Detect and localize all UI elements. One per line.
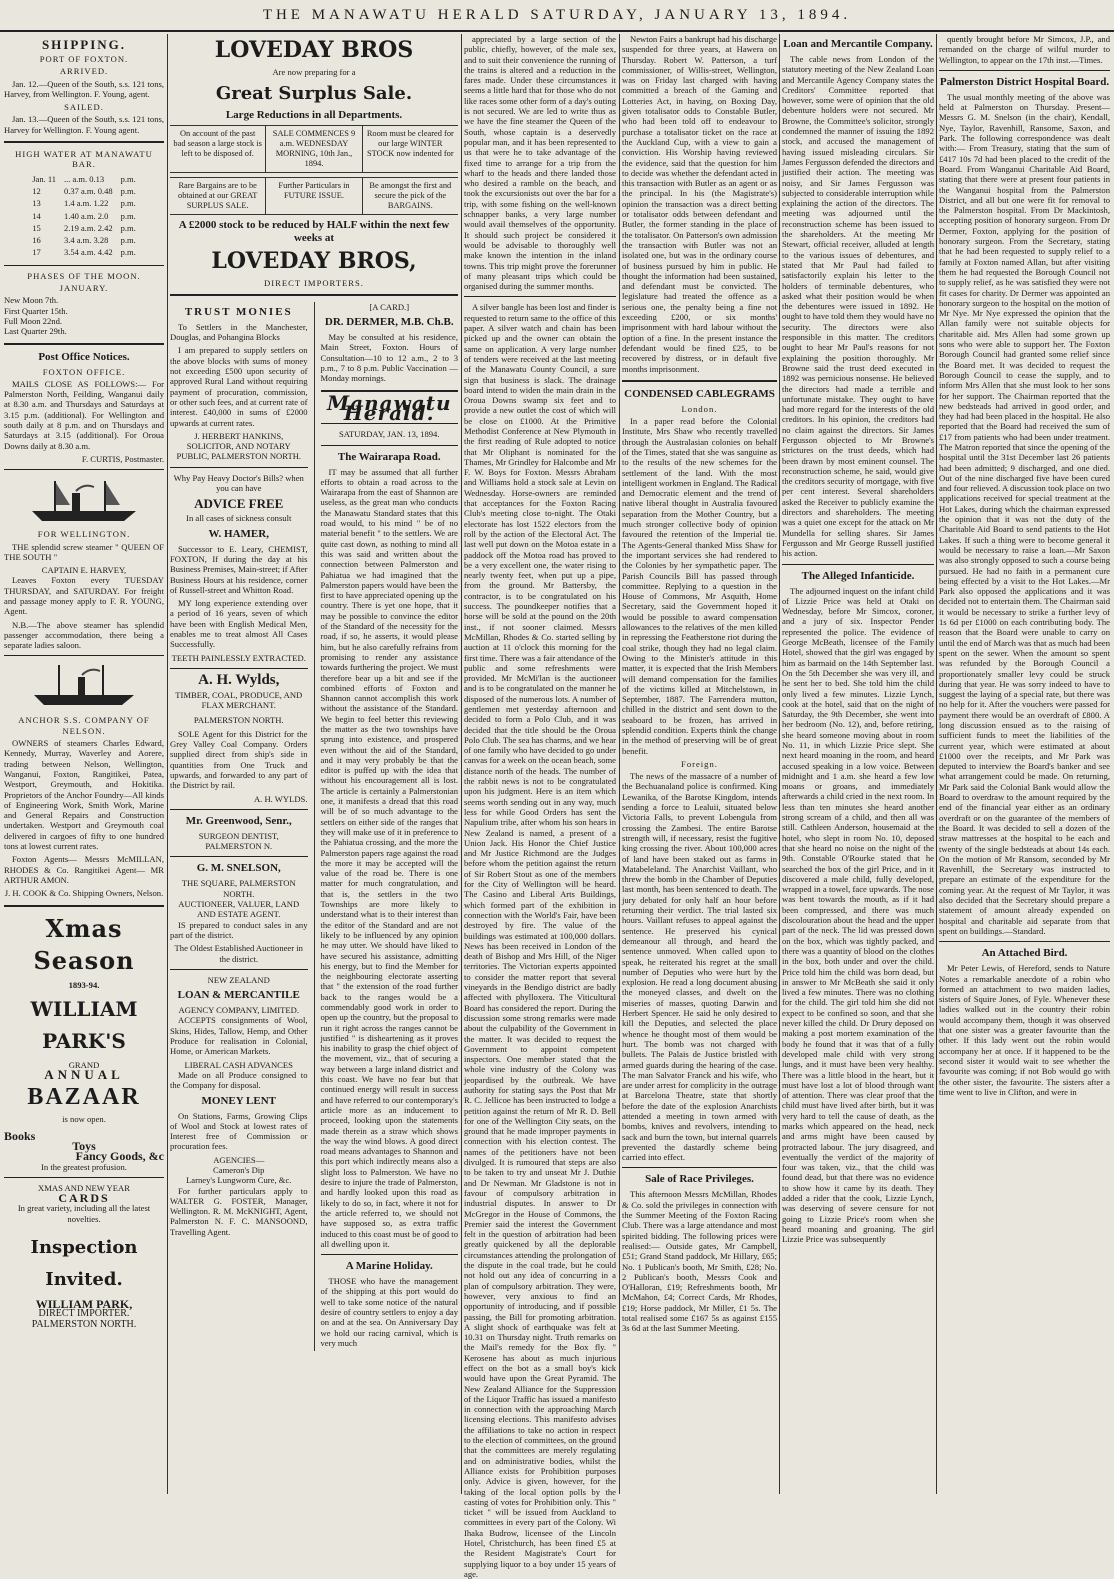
divider bbox=[4, 141, 164, 143]
post-office-text: MAILS CLOSE AS FOLLOWS:— For Palmerston North, Feilding, Wanganui daily at 8.30 a.m. and Thursdays and Saturdays at 3.15 p.m. (additional). For Wellington and south daily at 8 p.m. and on Thursdays and Saturdays at 3.15 (additional). For Oroua Downs daily at 8.30 a.m. bbox=[4, 378, 164, 451]
william-park-sign: WILLIAM PARK, bbox=[35, 1297, 133, 1312]
xmas-heading: Xmas Season bbox=[33, 913, 135, 975]
divider bbox=[321, 1254, 459, 1255]
stock-notice: A £2000 stock to be reduced by HALF within the next few weeks at bbox=[178, 218, 450, 244]
sale-box-cell: Rare Bargains are to be obtained at our GREAT SURPLUS SALE. bbox=[178, 180, 258, 210]
divider bbox=[170, 809, 308, 810]
divider bbox=[782, 564, 934, 565]
snelson-heading: G. M. SNELSON, bbox=[196, 862, 281, 875]
race-privileges-heading: Sale of Race Privileges. bbox=[645, 1173, 754, 1186]
column-3 bbox=[464, 34, 616, 1579]
shipping-heading: SHIPPING. bbox=[41, 37, 127, 52]
court-report: Newton Fairs a bankrupt had his discharge suspended for three years, at Hawera on Thursday. Robert W. Patterson, a turf commissioner, of Willis-street, Wellington, was on Friday last charged with having committed a breach of the Gaming and Lotteries Act, in having, on Boxing Day, given totalisator odds to Constable Butler, who had been told off to endeavour to purchase a totalisator ticket on the race at the Auckland Cup, with a view to gain a conviction. His Worship having reviewed the evidence, said that the question for him to decide was whether the defendant acted in this transaction with Butler as an agent or as the principal. In his (the Magistrate's) opinion the transaction was a direct betting or totalisator odds between defendant and Butler, the former standing in the place of the totalisator. On Patterson's own admission the transaction with Butler was not an isolated one, but was in the ordinary course of business pursued by him in public. He thought the information had been sustained, and defendant must be convicted. The legislature had treated the offence as a serious one, the penalty being a fine not exceeding £200, or six months' imprisonment with hard labour without the option of a fine. In the present instance the defendant would be fined £25, to be recovered by distress, or in default five months imprisonment. bbox=[622, 34, 777, 374]
moon-phase: New Moon 7th. bbox=[4, 295, 59, 306]
sale-box-cell: Room must be cleared for our large WINTER STOCK now indented for bbox=[362, 126, 458, 172]
divider bbox=[321, 445, 459, 446]
moon-phase: Last Quarter 29th. bbox=[4, 326, 67, 337]
wylds-heading: A. H. Wylds, bbox=[198, 671, 280, 688]
divider bbox=[170, 969, 308, 970]
bazaar-open: is now open. bbox=[62, 1114, 106, 1125]
toys-label: Toys bbox=[72, 1139, 96, 1153]
masthead: THE MANAWATU HERALD SATURDAY, JANUARY 13, 1894. bbox=[0, 0, 1114, 32]
local-news-items: A silver bangle has been lost and finder is requested to return same to the office of this paper. A silver watch and chain has been picked up and the owner can obtain the same on application. A very large number of tenders were received at the last meeting of the Manawatu County Council, a sure sign that business is slack. The drainage board intend to widen the main drain in the Oroua Downs swamp six feet and to provide a new outlet the cost of which will be close on £1000. At the Primitive Methodist Conference at New Plymouth in the first reading of Rule adopted to notice that Mr Oliphant is nominated for the Thames, Mr Grindley for Halcombe and Mr F. W. Boys for Foxton. Messrs Abraham and Williams hold a stock sale at Levin on Wednesday. Horse-owners are reminded that acceptances for the Foxton Racing Club's meeting close to-night. The Otaki electorate has lost 1522 electors from the roll by the action of the Electoral Act. The last well put down on the Motoa estate in a paddock off the Motoa road has proved to be a very excellent one, the water rising to nearly twenty feet, when put up a pipe, from the ground. Mr Battersby, the contractor, is to be congratulated on his success. The poundkeeper notifies that a horse will be sold at the pound on the 20th inst., if not sooner claimed. Messrs McMillan, Rhodes & Co. started selling by auction at 11 o'clock this morning for the first time. There was a fair attendance of the public and some refreshments were provided. Mr McMi'lan is the auctioneer and is to be congratulated on the manner he disposed of the numerous lots. A number of gentlemen met yesterday afternoon and decided to form a Polo Club, and it was decided that the title should be the Oroua Polo Club. The sea has charms, and we hear of one family who have decided to go under canvas for a week on the ocean beach, some distance north of the heads. The number of the rabbit news is not to be congratulated upon his judgment. Here is an item which seems worth sending out in any way, much less for while Good Orders has sent the Napulium tribe, after whom his son hears in New Zealand is named, a present of a Union Jack. His Honor the Chief Justice and Mr Justice Richmond are the Judges before whom the petition against the return of Sir Robert Stout as one of the members for the City of Wellington will be heard. The Casino and Liberal Arts Buildings, which formed part of the exhibition in connection with the World's Fair, have been destroyed by fire. The value of the buildings was estimated at 100,000 dollars. News has been received in London of the death of Bishop and Mrs Hill, of the Niger territories. The Victorian experts appointed to consider the matter report that several vineyards in the Bendigo district are badly affected with phylloxera. The Viticultural Board has considered the report. During the discussion some strong remarks were made about the culpability of the Government in the matter. It was decided to request the Government to appoint competent inspectors. One member stated that the whole vine industry of the Colony was jeopardised by the outbreak. We have authority for stating says the Post that Mr R. C. Jellicoe has been instructed to lodge a petition against the return of Mr R. D. Bell for one of the Wellington City seats, on the ground that he made improper payments in connection with his election contest. The names of the petitioners have not been divulged. It is rumoured that steps are also to be taken to try and unseat Mr J. Duthie and Dr Newman. Mr Gladstone is not in favour of compulsory arbitration in industrial disputes. In answer to Dr McGregor in the House of Commons, the Premier said the interest the Government felt in the question of arbitration had been greatly quickened by all the deplorable circumstances attending the prolongation of the dispute in the coal trade, but he could not hold out any idea of concurring in a plan of compulsory arbitration. They were, however, very anxious to find an opportunity of introducing, and if possible passing, the Bill for promoting arbitration. A slight shock of earthquake was felt at 10.31 on Thursday night. Truth remarks on the Mail's remedy for the Box fly. " Kerosene has about as much injurious effect on the bot as a small boy's kick would have upon the Great Pyramid. The New Zealand Alliance for the Suppression of the Liquor Traffic has issued a manifesto in connection with the approaching March licensing elections. This manifesto advises the affiliations to take no action in respect to the election of committees, on the ground that the committees are merely regulating and on administrative bodies, whilst the Alliance exists for Prohibition purposes only. Advice is given, however, for the taking of the local option polls by the casting of votes for Prohibition only. This " ticket " will be issued from Auckland to committees in every part of the Colony. Wi Ihaka Budrow, licensee of the Lincoln Hotel, Christchurch, has been fined £5 at the Resident Magistrate's Court for supplying liquor to a boy under 15 years of age. bbox=[464, 302, 616, 1579]
divider bbox=[4, 905, 164, 907]
tide-heading: HIGH WATER AT MANAWATU BAR. bbox=[15, 149, 153, 170]
column-2 bbox=[170, 34, 458, 1494]
steamship-icon bbox=[24, 661, 144, 711]
moon-phase: Full Moon 22nd. bbox=[4, 315, 63, 326]
divider bbox=[4, 265, 164, 266]
liberal-heading: LIBERAL CASH ADVANCES bbox=[184, 1059, 293, 1070]
sickness-text: In all cases of sickness consult bbox=[186, 513, 292, 524]
foxton-office: FOXTON OFFICE. bbox=[42, 366, 126, 377]
divider bbox=[170, 294, 458, 296]
experience-text: MY long experience extending over a period of 16 years, seven of which have been with English Medical Men, enables me to treat almost All Cases Successfully. bbox=[170, 598, 308, 650]
divider bbox=[939, 941, 1110, 942]
issue-date: SATURDAY, JAN. 13, 1894. bbox=[338, 429, 440, 440]
hospital-heading: Palmerston District Hospital Board. bbox=[939, 75, 1110, 88]
holiday-article: THOSE who have the management of the shipping at this port would do well to take some notice of the natural desire of country settlers to enjoy a day on and at the sea. On Anniversary Day we hold our racing carnival, which is very much bbox=[320, 1276, 458, 1348]
money-text: On Stations, Farms, Growing Clips of Wool and Stock at lowest rates of Interest free of Commission or procuration fees. bbox=[170, 1110, 308, 1152]
tide-row: 14 1.40 a.m. 2.0 p.m. bbox=[32, 210, 136, 221]
column-rule bbox=[936, 34, 937, 1494]
palmerston-n: PALMERSTON N. bbox=[205, 841, 273, 852]
wylds-sign: A. H. WYLDS. bbox=[253, 793, 308, 804]
moon-heading: PHASES OF THE MOON. bbox=[27, 270, 141, 281]
william-park-heading: WILLIAM PARK'S bbox=[30, 996, 138, 1053]
postmaster: F. CURTIS, Postmaster. bbox=[81, 453, 164, 464]
infanticide-text: The adjourned inquest on the infant child of Lizzie Price was held at Otaki on Wednesday, before Mr Simcox, coroner, and a jury of six. Inspector Pender represented the police. The evidence of George McBeath, licensee of the Family Hotel, showed that the girl was engaged by him as barmaid on the 14th September last. On the 5th December she was very ill, and he sent her to bed. She told him the child only lived a few minutes. Lizzie Lynch, cook at the hotel, said that on the night of Saturday, the 9th December, she went into her bedroom (No. 12), and, before retiring, she heard someone moving about in room No. 11, in which Lizzie Price slept. She next heard moaning in the room, and heard accused speaking in a low voice. Between midnight and 1 a.m. she heard a few low moans or groans, and immediately afterwards a child cried in the next room. In less than ten minutes she heard another strong scream of a child, and then all was still. Cathleen Anderson, housemaid at the hotel, who slept in room No. 10, deposed that she heard no noise on the night of the 9th. Constable O'Rourke stated that he searched the box of the girl Price, and in it discovered a male child, fully developed, wrapped in a towel, face upwards. The nose was bent towards the mouth, as if it had been compressed, and there was much discolouration about the head and the upper part of the neck. The lid was pressed down on the box, which was tightly packed, and there was a quantity of blood on the clothes in the box, both under and over the child. Price told him the child was born dead, but in answer to Mr McBeath she said it only lived a few minutes. There was no clothing for the child. The girl told him she did not expect to be confined so soon, and that she never killed the child. Dr Drury deposed on making a post mortem examination of the body he found that it was that of a fully developed male child with very strong lungs, and it must have been very healthy. There was a little blood in the heart, but it must have lost a lot of blood through want of attention. There was clear proof that the child must have lived after birth, but it was very hard to tell the cause of death, as the marks which appeared on the head, neck and arms might have been caused by protracted labour. The jury disagreed, and eventually the verdict of the majority of four was taken, viz., that the child was found dead, but that there was no evidence to show how it came by its death. They added a rider that the cook, Lizzie Lynch, was deserving of severe censure for not going to Lizzie Price's room when she heard moaning and groaning. The girl Lizzie Price was subsequently bbox=[782, 585, 934, 1245]
tide-row: 16 3.4 a.m. 3.28 p.m. bbox=[32, 235, 136, 246]
loveday-heading: LOVEDAY BROS bbox=[214, 37, 414, 63]
card-label: [A CARD.] bbox=[369, 301, 410, 312]
divider bbox=[622, 1167, 777, 1168]
palmerston-north: PALMERSTON NORTH. bbox=[193, 714, 284, 725]
trust-text: I am prepared to supply settlers on the above blocks with sums of money not exceeding £500 upon security of approved Rural Land without requiring payment of procuration, commission, or other such fees, and at current rate of interest. £40,000 in sums of £2000 upwards at current rates. bbox=[170, 345, 308, 428]
books-label: Books bbox=[4, 1128, 36, 1143]
tide-row: 12 0.37 a.m. 0.48 p.m. bbox=[32, 185, 136, 196]
dentist-label: SURGEON DENTIST, bbox=[198, 830, 279, 841]
loan-company-heading: Loan and Mercantile Company. bbox=[783, 38, 933, 50]
steamer-text: Leaves Foxton every TUESDAY THURSDAY, and SATURDAY. For freight and passage money apply to F. R. YOUNG, Agent. bbox=[4, 575, 164, 617]
hamer-heading: W. HAMER, bbox=[208, 527, 269, 540]
hankins: J. HERBERT HANKINS, SOLICITOR, AND NOTARY PUBLIC, PALMERSTON NORTH. bbox=[176, 430, 302, 462]
dermer-heading: DR. DERMER, M.B. Ch.B. bbox=[324, 316, 454, 329]
variety-text: In great variety, including all the latest novelties. bbox=[17, 1203, 151, 1224]
loan-heading: LOAN & MERCANTILE bbox=[177, 989, 300, 1002]
infanticide-heading: The Alleged Infanticide. bbox=[801, 569, 915, 582]
sale-box-cell: On account of the past bad season a large stock is left to be disposed of. bbox=[173, 128, 262, 158]
bird-text: Mr Peter Lewis, of Hereford, sends to Nature Notes a remarkable anecdote of a robin who formed an attachment to two maiden ladies, sisters of Squire Jones, of Fyle. Whenever these ladies walked out in the country their robin would accompany them, though it was observed that one sister was a greater favourite than the other. If this lady went out the robin would accompany her at once. If it happened to be the second sister it would wait to see whether the favourite was coming; if not Bob would go with the other sister, the favourite. The sisters after a time went to live in Clifton, and were in bbox=[939, 963, 1110, 1097]
snelson-address: THE SQUARE, PALMERSTON NORTH. bbox=[181, 878, 296, 899]
newspaper-flag: Manawatu Herald. bbox=[326, 390, 452, 425]
liberal-text: Made on all Produce consigned to the Company for disposal. bbox=[170, 1069, 308, 1091]
agencies-label: AGENCIES— bbox=[213, 1154, 265, 1165]
holiday-heading: A Marine Holiday. bbox=[345, 1260, 433, 1273]
accepts-text: ACCEPTS consignments of Wool, Skins, Hides, Tallow, Hemp, and Other Produce for realisation in Colonial, Home, or American Markets. bbox=[170, 1015, 308, 1057]
post-office-heading: Post Office Notices. bbox=[38, 350, 130, 363]
agency-label: AGENCY COMPANY, LIMITED. bbox=[178, 1005, 299, 1016]
moon-month: JANUARY. bbox=[59, 283, 109, 294]
arrived-heading: ARRIVED. bbox=[59, 66, 109, 77]
anchor-text: OWNERS of steamers Charles Edward, Kennedy, Murray, Waverley and Aorere, trading between Nelson, Wellington, Wanganui, Foxton, Rangitikei, Patea, Westport, Greymouth, and Hokitika. Proprietors of the Anchor Foundry—All kinds of Engineering Work, Smith Work, Marine and General Repairs and Construction undertaken. Westport and Greymouth coal delivered in cargoes of fifty to one hundred tons at lowest current rates. bbox=[4, 738, 164, 852]
anchor-heading: ANCHOR S.S. COMPANY OF NELSON. bbox=[18, 715, 150, 736]
cards-label: CARDS bbox=[58, 1191, 110, 1206]
arrived-text: Jan. 12.—Queen of the South, s.s. 121 tons, Harvey, from Wellington. F. Young, agent. bbox=[4, 78, 164, 99]
reductions-text: Large Reductions in all Departments. bbox=[225, 109, 403, 122]
sale-box bbox=[170, 125, 458, 173]
nz-label: NEW ZEALAND bbox=[207, 974, 270, 985]
tide-row: Jan. 11 ... a.m. 0.13 p.m. bbox=[32, 173, 136, 184]
bird-heading: An Attached Bird. bbox=[981, 947, 1068, 960]
subcolumn-right bbox=[314, 302, 459, 1351]
palmerston-label: PALMERSTON NORTH. bbox=[31, 1318, 137, 1330]
inspection-heading: Inspection Invited. bbox=[30, 1237, 138, 1291]
surplus-heading: Great Surplus Sale. bbox=[215, 83, 413, 105]
road-article: IT may be assumed that all further efforts to obtain a road across to the Wairarapa from the east of Shannon are useless, as the great man who conducts the Manawatu Standard states that this road would, to his mind " be of no material benefit " to the settlers. We are quite cast down, as nothing to mind all this was said and written about the connection between Palmerston and Pahiatua we had imagined that the Palmerston papers would have been the first to have appreciated opening up the country. There is yet one hope, that it may be possible to convince the editor of the Standard of the necessity for the road, if so, he asserts, it would please him, but he also carefully refrains from promising to render any assistance towards furthering the project. We must therefore bear up a bit and see if the combined efforts of Foxton and Shannon cannot accomplish this work without the assistance of the Standard. We begin to feel better this reviewing the matter as the two townships have sprung into existence, and prospered even without the aid of the Standard, and it may very probably be that the editor is puffed up with the idea that without his encouragement all is lost. The article is certainly a Palmerstonian one, it manifests a dread that this road will be of so much advantage to the settlers on either side of the ranges that they will make use of it in preference to the Pahiatua crossing, and the more the Palmerston papers rage against the road the more it may be accepted will the value of the road be. There is one matter for much congratulation, and that is, the settlers in the two Townships are more likely to understand what is to their interest than the editor of the Standard and are not likely to be influenced by any opinion he may utter. We should have liked to have secured his assistance, admitting his energy, but to find the Member for the neighbouring electorate asserting that " the extension of the road further back to the ranges would be a commendably good work in order to open up the country, but the proposal to run it right across the ranges cannot be justified " is disheartening as it proves his inability to grasp the chief object of the movement, viz., that of securing a way between a large inland district and this coast. We have no fear but that continued energy will result in success and have referred to our contemporary's article more as an inducement to proceed, looking upon the statements made therein as a straw which shows the way the wind blows. A good direct road means advantages to Shannon and this port which indirectly means also a slight loss to Palmerston. We have no desire to injure the trade of Palmerston, and hardly looked upon this road as likely to do so, in fact, where it not for the article referred to, we should not have supposed so, as extra traffic induced to this coast must be of good to all dwelling upon it. bbox=[320, 466, 458, 1249]
oldest-auctioneer: The Oldest Established Auctioneer in the district. bbox=[174, 943, 303, 964]
direct-importers: DIRECT IMPORTERS. bbox=[264, 277, 364, 288]
xmas-cards-heading: XMAS AND NEW YEAR bbox=[38, 1182, 130, 1193]
london-text: In a paper read before the Colonial Institute, Mrs Shaw who recently travelled through the Australasian colonies on behalf of the Times, stated that she was sanguine as to the results of the new schemes for the settlement of the land. With the most intelligent workmen in England. The Radical and Democratic element and the trend of native liberal thought in Australia favoured separation from the Mother Country, but a much stronger collective body of opinion favoured the retention of the Imperial tie. The Agents-General thanked Miss Shaw for the important services she had rendered to the Colonies by her sympathetic paper. The Parish Councils Bill has passed through committee. Replying to a question in the House of Commons, Mr Asquith, Home Secretary, said the Government hoped it would be possible to award compensation allowances to the relatives of the men killed in repressing the Featherstone riot during the coal strike, though they had no legal claim. Owing to the Minister's attitude in this matter, it is expected that the Irish Members will demand compensation for the families of the victims killed at Mitchelstown, in September, 1887. The Farrendera mutton, chilled in the district and sent down to the seaboard to be frozen, has arrived in splendid condition. Experts think the change in the method of preserving will be of great benefit. bbox=[622, 416, 777, 756]
divider bbox=[4, 343, 164, 345]
subcolumn-left bbox=[170, 302, 308, 1351]
sale-box-cell: Be amongst the first and secure the pick of the BARGAINS. bbox=[362, 178, 458, 214]
profusion-text: In the greatest profusion. bbox=[41, 1161, 127, 1172]
divider bbox=[464, 296, 616, 297]
holiday-continued: appreciated by a large section of the public, chiefly, however, of the male sex, and to suit their convenience the running of the trains is altered and a reduction in the fares made. Under these circumstances it seems a little hard that for those who do not like races some other form of a day's outing is not secured. We are led to write thus as we have the fine steamer the Queen of the South, whose captain is a deservedly popular man, and it has been represented to us that were he to take advantage of the fixed time to arrange for a trip from the wharf to the heads and there landed those who desired a ramble on the beach, and took the excursionists out over the bar for a trip, with some fishing on the well-known schnapper banks, a very large number would avail themselves of the opportunity. It should such project be considered it would be advisable to thoroughly well make known the intention in the inland towns. This trip might prove the forerunner of many pleasant trips which could be organised during the summer months. bbox=[464, 34, 616, 292]
divider bbox=[939, 70, 1110, 71]
hamer-text: Successor to E. Leary, CHEMIST, FOXTON, If during the day at his Business Premises, Main-street; if After Business Hours at his residence, corner of Russell-street and Whitton Road. bbox=[170, 543, 308, 595]
steamer-note: N.B.—The above steamer has splendid passenger accommodation, there being a separate ladies saloon. bbox=[4, 619, 164, 651]
preparing-text: Are now preparing for a bbox=[272, 67, 356, 77]
sale-box-cell: SALE COMMENCES 9 a.m. WEDNESDAY MORNING, 10th Jan., 1894. bbox=[265, 126, 361, 172]
for-wellington: FOR WELLINGTON. bbox=[37, 529, 131, 540]
road-heading: The Wairarapa Road. bbox=[337, 450, 441, 463]
dermer-text: May be consulted at his residence, Main Street, Foxton. Hours of Consultation—10 to 12 a.m., 2 to 3 p.m., 7 to 8 p.m. Public Vaccination — Monday mornings. bbox=[320, 332, 458, 384]
moon-phase: First Quarter 15th. bbox=[4, 305, 68, 316]
divider bbox=[170, 467, 308, 468]
column-rule bbox=[461, 34, 462, 1494]
column-6 bbox=[939, 34, 1110, 1494]
bazaar-heading: BAZAAR bbox=[27, 1084, 141, 1111]
column-rule bbox=[167, 34, 168, 1494]
sailed-heading: SAILED. bbox=[64, 102, 104, 113]
column-4 bbox=[622, 34, 777, 1494]
captain: CAPTAIN E. HARVEY, bbox=[41, 565, 127, 576]
column-rule bbox=[619, 34, 620, 1494]
steamship-icon bbox=[24, 475, 144, 525]
fancy-goods-label: Fancy Goods, &c bbox=[75, 1149, 164, 1164]
divider bbox=[4, 655, 164, 656]
annual-label: ANNUAL bbox=[44, 1067, 124, 1083]
column-rule bbox=[779, 34, 780, 1494]
race-privileges-text: This afternoon Messrs McMillan, Rhodes & Co. sold the privileges in connection with the Summer Meeting of the Foxton Racing Club. There was a large attendance and most spirited bidding. The following prices were realised:— Outside gates, Mr Campbell, £51; Grand Stand paddock, Mr Hillary, £65; No. 1 Publican's booth, Mr Smith, £28; No. 2 Publican's booth, Messrs Cook and O'Halloran, £19; Refreshments booth, Mr McMahon, £4; Correct Cards, Mr Rhodes, £19; Horse paddock, Mr Miller, £1 5s. The total realised some £167 5s as against £155 3s 6d at the last Summer Meeting. bbox=[622, 1189, 777, 1334]
tide-row: 15 2.19 a.m. 2.42 p.m. bbox=[32, 222, 136, 233]
foreign-heading: Foreign. bbox=[681, 758, 718, 769]
sale-box bbox=[170, 177, 458, 215]
why-pay: Why Pay Heavy Doctor's Bills? when you can have bbox=[173, 472, 304, 494]
sale-box-cell: Further Particulars in FUTURE ISSUE. bbox=[265, 178, 361, 214]
london-heading: London. bbox=[681, 403, 718, 414]
port-heading: PORT OF FOXTON. bbox=[39, 54, 129, 64]
trust-heading: TRUST MONIES bbox=[184, 305, 293, 318]
tide-row: 17 3.54 a.m. 4.42 p.m. bbox=[32, 247, 136, 258]
tide-table bbox=[27, 172, 141, 260]
infanticide-continued: quently brought before Mr Simcox, J.P., and remanded on the charge of wilful murder to Wellington, to appear on the 17th inst.—Times. bbox=[939, 34, 1110, 65]
foreign-text: The news of the massacre of a number of the Bechuanaland police is confirmed. King Lewanika, of the Barotse Kingdom, intends sending a force to Lealuii, situated below Victoria Falls, to prevent Lobengula from crossing the Zambesi. The entire Barotse strength will, if necessary, resist the fugitive king crossing the river. About 100,000 acres of land have been staked out as farms in Matabeleland. The Anarchist Vaillant, who threw the bomb in the Chamber of Deputies last month, has been sentenced to death. The jury debated for only half an hour before returning their verdict. The trial lasted six hours. Vaillant refuses to appeal against the sentence. He preserved his cynical demeanour all through, and heard the sentence unmoved. When called upon to speak, he reiterated his regret at the small number of Deputies who were hurt by the explosion. He read a long document abusing the moneyed classes, and dwelt on the miseries of masses, quoting Darwin and Herbert Spencer. He said he only desired to kill the Deputies, and selected the place whence he thought most of them would be hurt. The bomb was not charged with bullets. The Palais de Justice bristled with armed guards during the hearing of the case. The man Salvator Franck and his wife, who are under arrest for complicity in the outrage at Barcelona Theatre, state that shortly before the date of the explosion Anarchists attended a meeting in town armed with bombs, knives and revolvers, intending to sack and burn the town, but internal quarrels prevented the dastardly scheme being carried into effect. bbox=[622, 771, 777, 1163]
divider bbox=[170, 668, 308, 669]
sole-agent-text: SOLE Agent for this District for the Grey Valley Coal Company. Orders supplied direct from ship's side in quantities from One Truck and upwards, and forwarded to any part of the District by rail. bbox=[170, 728, 308, 791]
steamer-title: THE splendid screw steamer " QUEEN OF THE SOUTH " bbox=[4, 541, 164, 562]
divider bbox=[170, 856, 308, 857]
further-text: For further particulars apply to WALTER G. FOSTER, Manager, Wellington. R. M. McKNIGHT, Agent, Palmerston N. F. C. MANSOOND, Travelling Agent. bbox=[170, 1185, 308, 1237]
greenwood-heading: Mr. Greenwood, Senr., bbox=[185, 814, 292, 827]
snelson-text: IS prepared to conduct sales in any part of the district. bbox=[170, 919, 308, 940]
divider bbox=[4, 469, 164, 470]
teeth-text: TEETH PAINLESSLY EXTRACTED. bbox=[171, 652, 306, 663]
hospital-text: The usual monthly meeting of the above was held at Palmerston on Thursday. Present—Messrs G. M. Snelson (in the chair), Kendall, Nye, Taylor, Ravenhill, Ransome, Saxon, and Park. The following correspondence was dealt with:— From Treasury, stating that the sum of £417 10s 7d had been placed to the credit of the Board. From Wanganui Charitable Aid Board, stating that there were at present four patients in the Wanganui hospital from the Palmerston District, and all but one were fit for removal to the Palmerston hospital. From Dr Mackintosh, accepting position of honorary surgeon. From Dr Dermer, Foxton, applying for the position of honorary surgeon. From the Secretary, stating that he had been requested to supply relief to a family at Foxton named Allan, but after visiting them he had requested the Borough Council not to supply relief, as he was satisfied they were not fit cases for charity. Dr Dermer was appointed an honorary surgeon to the hospital on the motion of Mr Nye. Mr Nye expressed the opinion that the Allan family were not suitable objects for charitable aid. Mrs Allen had some grown up sons who were able to support her. The Foxton Borough Council had granted some relief since the Board met. It was decided to request the Borough Council to cease the supply, and to inform Mrs Allen that she must look to her sons for her support. The Chairman reported that the new bedsteads had arrived in good order, and they had had been placed in the hospital. He also reported that the Board had received the sum of £17 from patients who had been under treatment. The Matron reported that since the opening of the hospital until the 31st December last 26 patients had been admitted; 9 discharged, and one died. Out of the nine discharged five have been cured and four relieved. A discussion took place on two applications received for special treatment at the Hot Lakes, during which the chairman expressed the opinion that it was not the duty of the Charitable Aid Board to send patients to the Hot Lakes. If such a thing were to become general it would be necessary to raise a loan.—Mr Saxon was also strongly opposed to such a course being pursued. He had no faith in a permanent cure being effected by a visit to the Hot Lakes.—Mr Park also opposed the applications and it was decided not to entertain them. The Chairman said it would be necessary to strike a further levy of 1s 6d per £1000 on each contributing body. The reason that the Board were unable to carry on until the end of March was that as much had been spent on the sewer. When the amount so spent was refunded by the Borough Council a proportionately smaller levy could be struck during that year. He was sorry indeed to have to suggest the laying of a special rate, but there was no help for it. After the vouchers were passed for payment there would be an overdraft of £800. A long discussion ensued as to the raising of sufficient funds to meet the liabilities of the current year, which were estimated at about £1000 over the receipts, and Mr Park was deputed to interview the Board's banker and see what arrangement could be made. On returning, Mr Park said the Colonial Bank would allow the Board to overdraw to the amount required by the end of the financial year either as an ordinary overdraft or on the guarantee of the members of the Board. It was decided to sell a dozen of the straw mattresses at the hospital to be each and twenty of the single bedsteads at about 14s each. On the motion of Mr Ransom, seconded by Mr Ravenhill, the Secretary was instructed to prepare an estimate of the expenditure for the coming year. At the request of Mr Taylor, it was also decided that the Secretary should prepare a statement of amount already expended on hospital and charitable aid separate from that spent on buildings.—Standard. bbox=[939, 91, 1110, 936]
two-column-section bbox=[170, 302, 458, 1351]
loveday-heading-2: LOVEDAY BROS, bbox=[211, 247, 417, 274]
loan-company-text: The cable news from London of the statutory meeting of the New Zealand Loan and Mercantile Agency Company states the Creditors' Committee reported that however, some were of opinion that the old debenture holders were not secured. Mr Browne, the Committee's solicitor, strongly condemned the manner of issuing the 1892 stock, and accused the management of having issued misleading circulars. Sir James Fergusson defended the directors and justified their action. The meeting was noisy, and Sir James Fergusson was subjected to considerable interruption while explaining the action of the directors. The meeting was adjourned until the reconstruction scheme has been issued to the shareholders. At the meeting Mr Stewart, official receiver, alluded at length to the various issues of debentures, and stated that Mr Paul had failed to satisfactorily explain his letter to the holders of terminable debentures, who asked what their position would be when the debentures were issued in 1892. He ought to have told them they would have no security. The directors were also responsible in this matter. The creditors ought to hear Mr Paul's reasons for not explaining the position thoroughly. Mr Browne said the trust deed executed in 1892 was pernicious nonsense. He believed the directors had made a terrible and unfortunate mistake. They ought to have had more regard for the interests of the old creditors. In his opinion, the creditors had no claim against the directors. Sir James Fergusson objected to Mr Browne's strictures on the trust deeds, which had been drawn by most eminent counsel. The reconstruction scheme, he said, would give the creditors security of mortgage, with five per cent interest. Several shareholders asked the Receiver to publicly examine the directors and shareholders. The meeting was a quiet one except for the attack on Mr Mundella for selling shares. Sir James Fergusson and Mr George Russell justified his action. bbox=[782, 54, 934, 559]
tide-row: 13 1.4 a.m. 1.22 p.m. bbox=[32, 198, 136, 209]
snelson-trade: AUCTIONEER, VALUER, LAND AND ESTATE AGENT. bbox=[178, 899, 300, 920]
advice-heading: ADVICE FREE bbox=[194, 496, 284, 512]
money-heading: MONEY LENT bbox=[201, 1094, 276, 1107]
grand-label: GRAND bbox=[68, 1059, 100, 1070]
xmas-year: 1893-94. bbox=[68, 979, 100, 990]
column-5 bbox=[782, 34, 934, 1494]
importer-label: DIRECT IMPORTER. bbox=[38, 1308, 130, 1320]
divider bbox=[622, 380, 777, 382]
wylds-sub: TIMBER, COAL, PRODUCE, AND FLAX MERCHANT. bbox=[175, 689, 303, 711]
larney-cure: Larney's Lungworm Cure, &c. bbox=[186, 1175, 292, 1186]
sailed-text: Jan. 13.—Queen of the South, s.s. 121 tons, Harvey for Wellington. F. Young agent. bbox=[4, 114, 164, 135]
anchor-agents: Foxton Agents— Messrs McMILLAN, RHODES & Co. Rangitikei Agent— MR ARTHUR AMON. bbox=[4, 854, 164, 885]
cameron-dip: Cameron's Dip bbox=[213, 1165, 265, 1175]
trust-sub: To Settlers in the Manchester, Douglas, and Pohangina Blocks bbox=[170, 321, 308, 343]
cablegrams-heading: CONDENSED CABLEGRAMS bbox=[624, 387, 775, 400]
divider bbox=[4, 1177, 164, 1178]
anchor-owners: J. H. COOK & Co. Shipping Owners, Nelson. bbox=[4, 888, 164, 899]
column-1 bbox=[4, 34, 164, 1494]
